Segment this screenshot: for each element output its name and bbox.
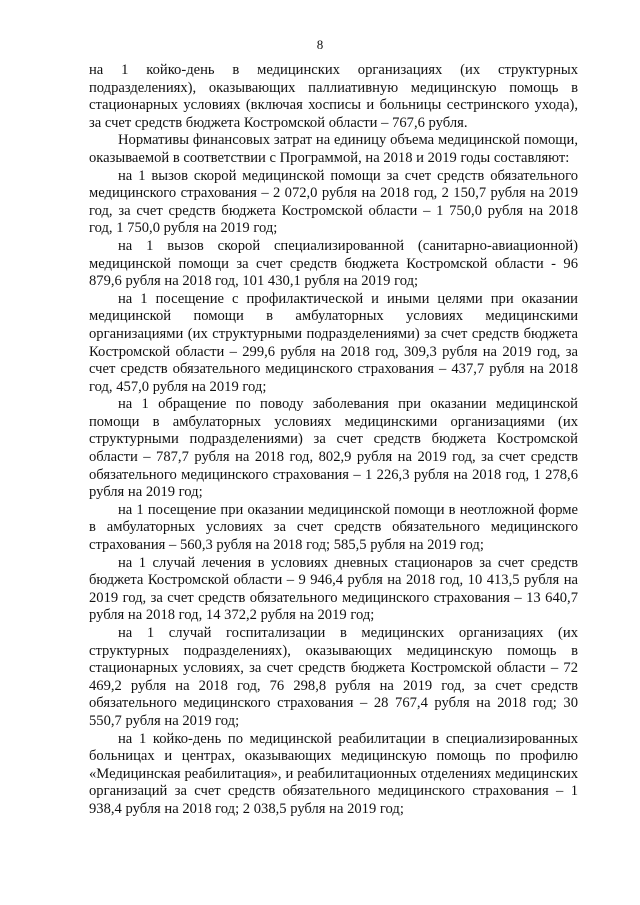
paragraph-hospitalization-case: на 1 случай госпитализации в медицинских организациях (их структурных подразделениях), оказывающих медицинскую помощь в стационарных условиях, за счет средств бюджета Костромской области – 72 469,2 рубля на 2018 год, 76 298,8 рубля на 2019 год, за счет средств обязательного медицинского страхования – 28 767,4 рубля на 2018 год; 30 550,7 рубля на 2019 год;	[89, 625, 578, 729]
page-number: 8	[316, 37, 324, 52]
document-body	[89, 62, 578, 819]
paragraph-day-hospital-case: на 1 случай лечения в условиях дневных стационаров за счет средств бюджета Костромской области – 9 946,4 рубля на 2018 год, 10 413,5 рубля на 2019 год, за счет средств обязательного медицинского страхования – 13 640,7 рубля на 2018 год, 14 372,2 рубля на 2019 год;	[89, 554, 578, 624]
paragraph-rehabilitation-bed-day: на 1 койко-день по медицинской реабилитации в специализированных больницах и центрах, оказывающих медицинскую помощь по профилю «Медицинская реабилитация», и реабилитационных отделениях медицинских организаций за счет средств обязательного медицинского страхования – 1 938,4 рубля на 2018 год; 2 038,5 рубля на 2019 год;	[89, 730, 578, 817]
paragraph-disease-appeal: на 1 обращение по поводу заболевания при оказании медицинской помощи в амбулаторных условиях медицинскими организациями (их структурными подразделениями) за счет средств бюджета Костромской области – 787,7 рубля на 2018 год, 802,9 рубля на 2019 год, за счет средств обязательного медицинского страхования – 1 226,3 рубля на 2018 год, 1 278,6 рубля на 2019 год;	[89, 396, 578, 501]
paragraph-palliative-care: на 1 койко-день в медицинских организациях (их структурных подразделениях), оказывающих паллиативную медицинскую помощь в стационарных условиях (включая хосписы и больницы сестринского ухода), за счет средств бюджета Костромской области – 767,6 рубля.	[89, 62, 578, 131]
paragraph-preventive-visit: на 1 посещение с профилактической и иными целями при оказании медицинской помощи в амбулаторных условиях медицинскими организациями (их структурными подразделениями) за счет средств бюджета Костромской области – 299,6 рубля на 2018 год, 309,3 рубля на 2019 год, за счет средств обязательного медицинского страхования – 437,7 рубля на 2018 год, 457,0 рубля на 2019 год;	[89, 290, 578, 395]
paragraph-air-ambulance-call: на 1 вызов скорой специализированной (санитарно-авиационной) медицинской помощи за счет средств бюджета Костромской области - 96 879,6 рубля на 2018 год, 101 430,1 рубля на 2019 год;	[89, 237, 578, 290]
paragraph-ambulance-call: на 1 вызов скорой медицинской помощи за счет средств обязательного медицинского страхования – 2 072,0 рубля на 2018 год, 2 150,7 рубля на 2019 год, за счет средств бюджета Костромской области – 1 750,0 рубля на 2018 год, 1 750,0 рубля на 2019 год;	[89, 167, 578, 237]
paragraph-norms-intro: Нормативы финансовых затрат на единицу объема медицинской помощи, оказываемой в соответствии с Программой, на 2018 и 2019 годы составляют:	[89, 132, 578, 166]
paragraph-urgent-visit: на 1 посещение при оказании медицинской помощи в неотложной форме в амбулаторных условиях за счет средств обязательного медицинского страхования – 560,3 рубля на 2018 год; 585,5 рубля на 2019 год;	[89, 501, 578, 554]
